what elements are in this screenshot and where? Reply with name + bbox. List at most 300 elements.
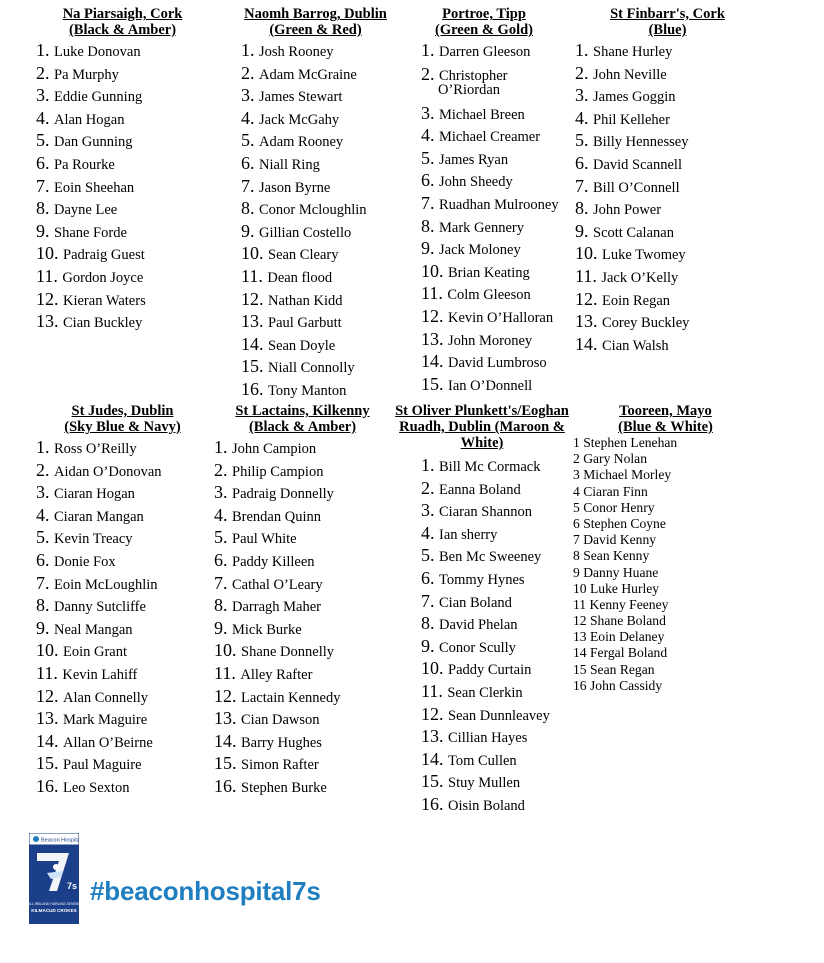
- player-number: 2.: [241, 62, 259, 83]
- player-name: Stephen Coyne: [583, 515, 666, 531]
- player-name: Paddy Curtain: [448, 662, 532, 679]
- player-number: 11.: [36, 265, 63, 286]
- player-row: [36, 481, 215, 504]
- player-row: [575, 310, 760, 333]
- player-row: [421, 793, 572, 816]
- team-name-line2: Ruadh, Dublin (Maroon &: [399, 419, 565, 435]
- player-row: [575, 288, 760, 311]
- player-name: John Moroney: [448, 332, 533, 349]
- player-list: [575, 39, 760, 355]
- player-name: Ciaran Hogan: [54, 486, 135, 503]
- player-number: 6: [573, 515, 584, 531]
- player-row: [214, 685, 395, 708]
- player-number: 8.: [36, 198, 54, 219]
- player-row: [241, 288, 403, 311]
- team-name: Naomh Barrog, Dublin: [244, 6, 387, 22]
- player-name: Gary Nolan: [583, 451, 647, 467]
- player-number: 5.: [241, 130, 259, 151]
- player-number: 15: [573, 661, 590, 677]
- player-name: Alan Connelly: [63, 689, 148, 706]
- player-row: [36, 685, 215, 708]
- player-number: 3.: [241, 85, 259, 106]
- hashtag[interactable]: #beaconhospital7s: [90, 876, 321, 906]
- player-number: 14.: [36, 730, 63, 751]
- player-number: 1.: [214, 437, 232, 457]
- player-name: Billy Hennessey: [593, 134, 689, 151]
- player-row: [421, 237, 564, 260]
- player-number: 5.: [36, 527, 54, 548]
- player-row: [36, 662, 215, 685]
- player-number: 8: [573, 548, 584, 564]
- player-row: [36, 197, 215, 220]
- player-name: Ciaran Mangan: [54, 508, 144, 525]
- player-row: [241, 355, 403, 378]
- player-name: Conor Scully: [439, 639, 516, 656]
- player-row: [241, 378, 403, 401]
- player-row: [421, 305, 564, 328]
- player-row: [421, 350, 564, 373]
- player-name: Scott Calanan: [593, 224, 674, 241]
- player-name: Ian O’Donnell: [448, 377, 533, 394]
- player-row: [36, 220, 215, 243]
- player-name: Cian Walsh: [602, 337, 669, 354]
- player-number: 10.: [241, 243, 268, 264]
- player-row: [214, 572, 395, 595]
- player-row: [421, 680, 572, 703]
- player-list: [30, 436, 215, 798]
- player-name: Stephen Lenehan: [583, 435, 678, 450]
- player-row: [575, 129, 760, 152]
- player-number: 16.: [36, 775, 63, 796]
- player-row: [575, 152, 760, 175]
- player-number: 9.: [575, 220, 593, 241]
- player-row: [421, 373, 564, 396]
- player-name: Josh Rooney: [259, 44, 334, 60]
- player-number: 1.: [36, 437, 54, 457]
- player-number: 4.: [214, 504, 232, 525]
- player-name: Ian sherry: [439, 526, 498, 543]
- team-header: [30, 403, 215, 435]
- player-number: 11.: [421, 283, 448, 304]
- player-name: Danny Sutcliffe: [54, 599, 146, 616]
- player-number: 10.: [36, 640, 63, 661]
- team-header: [210, 403, 395, 435]
- player-name-continued: O’Riordan: [438, 81, 501, 98]
- team-header: [575, 6, 760, 38]
- player-number: 11.: [241, 265, 268, 286]
- player-row: [575, 175, 760, 198]
- player-name: Pa Murphy: [54, 66, 119, 83]
- player-name: Stephen Burke: [241, 779, 327, 796]
- player-name: John Campion: [232, 441, 317, 457]
- player-number: 4.: [241, 107, 259, 128]
- player-number: 3.: [214, 482, 232, 503]
- team-name: St Judes, Dublin: [71, 403, 174, 419]
- player-name: David Kenny: [583, 532, 657, 548]
- team-st-lactains: [210, 403, 395, 798]
- player-name: Eoin Regan: [602, 292, 671, 309]
- player-name: Leo Sexton: [63, 779, 130, 796]
- player-number: 15.: [241, 356, 268, 377]
- player-row: [575, 265, 760, 288]
- player-number: 10.: [214, 640, 241, 661]
- player-name: Paddy Killeen: [232, 553, 315, 570]
- player-name: Cillian Hayes: [448, 730, 528, 747]
- team-name: St Finbarr's, Cork: [610, 6, 725, 22]
- team-header: [404, 6, 564, 38]
- player-row: [214, 775, 395, 798]
- player-row: [241, 333, 403, 356]
- player-number: 9.: [421, 635, 439, 656]
- team-na-piarsaigh: [30, 6, 215, 333]
- player-number: 12.: [36, 288, 63, 309]
- player-name: Nathan Kidd: [268, 292, 343, 309]
- player-name: Christopher: [439, 67, 508, 84]
- player-row: [214, 730, 395, 753]
- player-row: [214, 752, 395, 775]
- player-name: Eoin Delaney: [590, 629, 665, 645]
- player-number: 2.: [575, 62, 593, 83]
- player-row: [214, 504, 395, 527]
- player-number: 1.: [36, 40, 54, 60]
- player-number: 14.: [214, 730, 241, 751]
- player-row: [36, 775, 215, 798]
- player-row: [214, 526, 395, 549]
- player-number: 7.: [421, 590, 439, 611]
- player-name: Paul White: [232, 531, 297, 548]
- player-number: 2: [573, 451, 584, 467]
- player-row: [575, 242, 760, 265]
- player-name: Bill O’Connell: [593, 179, 680, 196]
- player-number: 10.: [421, 658, 448, 679]
- player-row: [575, 84, 760, 107]
- player-row: [575, 333, 760, 356]
- player-row: [36, 639, 215, 662]
- player-number: 16.: [241, 378, 268, 399]
- player-name: Sean Clerkin: [447, 684, 523, 701]
- player-row: [421, 192, 564, 215]
- player-number: 5: [573, 499, 584, 515]
- player-number: 1.: [421, 40, 439, 60]
- player-name: Sean Cleary: [268, 247, 339, 264]
- player-number: 4.: [421, 522, 439, 543]
- team-header: [30, 6, 215, 38]
- player-row: [421, 282, 564, 305]
- player-name: Eddie Gunning: [54, 89, 143, 106]
- player-row: [421, 612, 572, 635]
- player-number: 4.: [36, 504, 54, 525]
- player-number: 6.: [214, 549, 232, 570]
- player-row: [421, 62, 564, 102]
- player-row: [421, 102, 564, 125]
- player-row: [36, 572, 215, 595]
- player-number: 11.: [214, 662, 241, 683]
- player-name: Lactain Kennedy: [241, 689, 341, 706]
- player-number: 9.: [214, 617, 232, 638]
- player-row: [36, 152, 215, 175]
- player-number: 7.: [421, 192, 439, 213]
- player-row: [36, 594, 215, 617]
- team-colors: (Blue & White): [618, 419, 713, 435]
- player-row: [421, 169, 564, 192]
- player-row: [214, 459, 395, 482]
- player-number: 14.: [575, 333, 602, 354]
- player-row: [573, 613, 758, 629]
- player-name: Sean Dunnleavey: [448, 707, 550, 724]
- player-row: [421, 657, 572, 680]
- player-name: Ciaran Shannon: [439, 504, 533, 521]
- player-row: [573, 548, 758, 564]
- player-number: 9.: [36, 220, 54, 241]
- player-name: Tom Cullen: [448, 752, 517, 769]
- player-list: [228, 39, 403, 401]
- player-name: Mark Gennery: [439, 219, 524, 236]
- player-row: [421, 522, 572, 545]
- player-row: [36, 129, 215, 152]
- player-name: Paul Garbutt: [268, 315, 342, 332]
- team-colors: (Black & Amber): [248, 419, 357, 435]
- player-row: [575, 220, 760, 243]
- player-name: Ruadhan Mulrooney: [439, 196, 559, 213]
- player-number: 12.: [575, 288, 602, 309]
- player-name: David Lumbroso: [448, 355, 547, 372]
- player-name: Adam McGraine: [259, 66, 357, 83]
- player-row: [214, 549, 395, 572]
- player-name: Stuy Mullen: [448, 775, 521, 792]
- player-name: Padraig Donnelly: [232, 486, 334, 503]
- player-row: [241, 129, 403, 152]
- player-name: Alley Rafter: [240, 666, 313, 683]
- player-name: Darragh Maher: [232, 599, 321, 616]
- player-name: Cathal O’Leary: [232, 576, 323, 593]
- player-row: [214, 662, 395, 685]
- player-name: Allan O’Beirne: [63, 734, 153, 751]
- player-row: [36, 752, 215, 775]
- player-name: Luke Twomey: [602, 247, 686, 264]
- player-number: 4: [573, 483, 584, 499]
- player-name: Aidan O’Donovan: [54, 463, 162, 480]
- player-row: [421, 454, 572, 477]
- team-colors: (Green & Red): [269, 22, 362, 38]
- player-row: [241, 175, 403, 198]
- player-name: Oisin Boland: [448, 797, 525, 814]
- player-number: 7.: [36, 572, 54, 593]
- player-number: 8.: [36, 595, 54, 616]
- player-name: John Power: [593, 202, 662, 219]
- player-name: Luke Hurley: [590, 580, 660, 596]
- logo-graphic: [29, 833, 79, 924]
- player-name: Kevin O’Halloran: [448, 309, 554, 326]
- player-number: 8.: [241, 198, 259, 219]
- player-number: 1.: [241, 40, 259, 60]
- player-number: 6.: [36, 152, 54, 173]
- player-name: Dean flood: [267, 269, 333, 286]
- player-number: 3.: [421, 102, 439, 123]
- player-row: [573, 678, 758, 694]
- player-name: Corey Buckley: [602, 315, 690, 332]
- player-number: 14.: [241, 333, 268, 354]
- player-name: Jack O’Kelly: [601, 269, 679, 286]
- player-number: 12.: [36, 685, 63, 706]
- player-number: 7.: [214, 572, 232, 593]
- player-list: [392, 454, 572, 816]
- player-row: [573, 500, 758, 516]
- team-header: [573, 403, 758, 435]
- player-row: [214, 639, 395, 662]
- player-row: [421, 215, 564, 238]
- team-name-line1: St Oliver Plunkett's/Eoghan: [395, 403, 569, 419]
- player-number: 6.: [421, 170, 439, 191]
- player-name: Gillian Costello: [259, 224, 352, 241]
- player-name: James Ryan: [439, 151, 509, 168]
- player-row: [573, 597, 758, 613]
- player-name: Danny Huane: [583, 564, 659, 580]
- player-number: 2.: [421, 63, 439, 84]
- player-name: Kieran Waters: [63, 292, 146, 309]
- player-name: Kevin Lahiff: [62, 666, 138, 683]
- logo-bottom-line1: ALL IRELAND HURLING SEVENS: [29, 902, 79, 906]
- player-number: 16: [573, 677, 590, 693]
- player-number: 10.: [421, 260, 448, 281]
- player-row: [36, 39, 215, 62]
- team-colors: (Black & Amber): [68, 22, 177, 38]
- player-number: 3.: [36, 482, 54, 503]
- player-row: [573, 645, 758, 661]
- player-row: [421, 260, 564, 283]
- player-number: 8.: [575, 198, 593, 219]
- player-number: 2.: [36, 62, 54, 83]
- player-number: 5.: [36, 130, 54, 151]
- player-row: [36, 288, 215, 311]
- player-number: 10: [573, 580, 590, 596]
- logo-mark-text: 7s: [67, 881, 78, 891]
- team-st-oliver-plunketts: [392, 403, 572, 816]
- player-number: 13.: [36, 708, 63, 729]
- team-tooreen: [573, 403, 758, 694]
- player-name: Eanna Boland: [439, 481, 521, 498]
- player-name: David Phelan: [439, 617, 518, 634]
- player-number: 13.: [421, 328, 448, 349]
- player-row: [36, 84, 215, 107]
- team-name-line3: White): [460, 435, 504, 451]
- player-row: [36, 310, 215, 333]
- player-name: Brendan Quinn: [232, 508, 321, 525]
- player-row: [573, 565, 758, 581]
- player-row: [573, 516, 758, 532]
- player-number: 1: [573, 435, 584, 450]
- player-number: 8.: [214, 595, 232, 616]
- player-number: 7: [573, 532, 584, 548]
- player-row: [36, 175, 215, 198]
- player-number: 5.: [575, 130, 593, 151]
- player-row: [421, 770, 572, 793]
- team-header: [392, 403, 572, 451]
- player-row: [241, 197, 403, 220]
- player-row: [573, 435, 758, 451]
- player-row: [421, 725, 572, 748]
- player-number: 14: [573, 645, 590, 661]
- player-name: Pa Rourke: [54, 156, 115, 173]
- player-row: [573, 629, 758, 645]
- player-row: [421, 635, 572, 658]
- player-name: James Goggin: [593, 89, 676, 106]
- player-name: Darren Gleeson: [439, 44, 531, 60]
- player-row: [36, 62, 215, 85]
- player-row: [241, 242, 403, 265]
- player-row: [421, 124, 564, 147]
- player-name: Kevin Treacy: [54, 531, 133, 548]
- player-name: Conor Mcloughlin: [259, 202, 367, 219]
- player-number: 2.: [36, 459, 54, 480]
- player-number: 2.: [421, 477, 439, 498]
- player-row: [421, 544, 572, 567]
- player-name: David Scannell: [593, 156, 682, 173]
- player-name: John Cassidy: [590, 677, 663, 693]
- player-row: [573, 484, 758, 500]
- player-number: 9.: [421, 238, 439, 259]
- player-number: 7.: [36, 175, 54, 196]
- player-name: Shane Boland: [590, 613, 666, 629]
- player-name: Michael Morley: [583, 467, 672, 483]
- player-number: 13.: [36, 311, 63, 332]
- player-name: John Neville: [593, 66, 667, 83]
- team-colors: (Sky Blue & Navy): [64, 419, 181, 435]
- player-number: 12.: [421, 703, 448, 724]
- player-row: [36, 526, 215, 549]
- player-row: [421, 328, 564, 351]
- player-name: Gordon Joyce: [62, 269, 144, 286]
- player-name: Bill Mc Cormack: [439, 459, 541, 475]
- player-number: 10.: [575, 243, 602, 264]
- player-number: 13.: [575, 311, 602, 332]
- player-number: 13.: [421, 726, 448, 747]
- player-number: 10.: [36, 243, 63, 264]
- player-name: Cian Dawson: [241, 712, 320, 729]
- team-colors: (Green & Gold): [435, 22, 533, 38]
- player-number: 1.: [421, 455, 439, 475]
- player-number: 6.: [241, 152, 259, 173]
- player-row: [573, 451, 758, 467]
- player-name: Donie Fox: [54, 553, 116, 570]
- player-number: 15.: [421, 771, 448, 792]
- player-name: Niall Ring: [259, 156, 320, 173]
- player-number: 5.: [421, 545, 439, 566]
- player-list: [404, 39, 564, 395]
- team-st-judes: [30, 403, 215, 798]
- player-list: [210, 436, 395, 798]
- player-number: 4.: [421, 125, 439, 146]
- player-row: [421, 147, 564, 170]
- player-name: Shane Donnelly: [241, 644, 335, 661]
- player-number: 6.: [421, 567, 439, 588]
- player-name: Padraig Guest: [63, 247, 145, 264]
- player-number: 15.: [421, 373, 448, 394]
- player-number: 16.: [214, 775, 241, 796]
- player-row: [241, 152, 403, 175]
- player-name: Colm Gleeson: [447, 287, 531, 304]
- logo-top-text: Beacon Hospital: [41, 837, 79, 844]
- player-name: John Sheedy: [439, 174, 513, 191]
- player-row: [575, 107, 760, 130]
- player-name: Dayne Lee: [54, 202, 118, 219]
- player-name: Sean Doyle: [268, 337, 336, 354]
- player-row: [421, 590, 572, 613]
- player-name: James Stewart: [259, 89, 343, 106]
- player-row: [214, 594, 395, 617]
- team-colors: (Blue): [648, 22, 687, 38]
- player-row: [421, 748, 572, 771]
- player-number: 11.: [421, 680, 448, 701]
